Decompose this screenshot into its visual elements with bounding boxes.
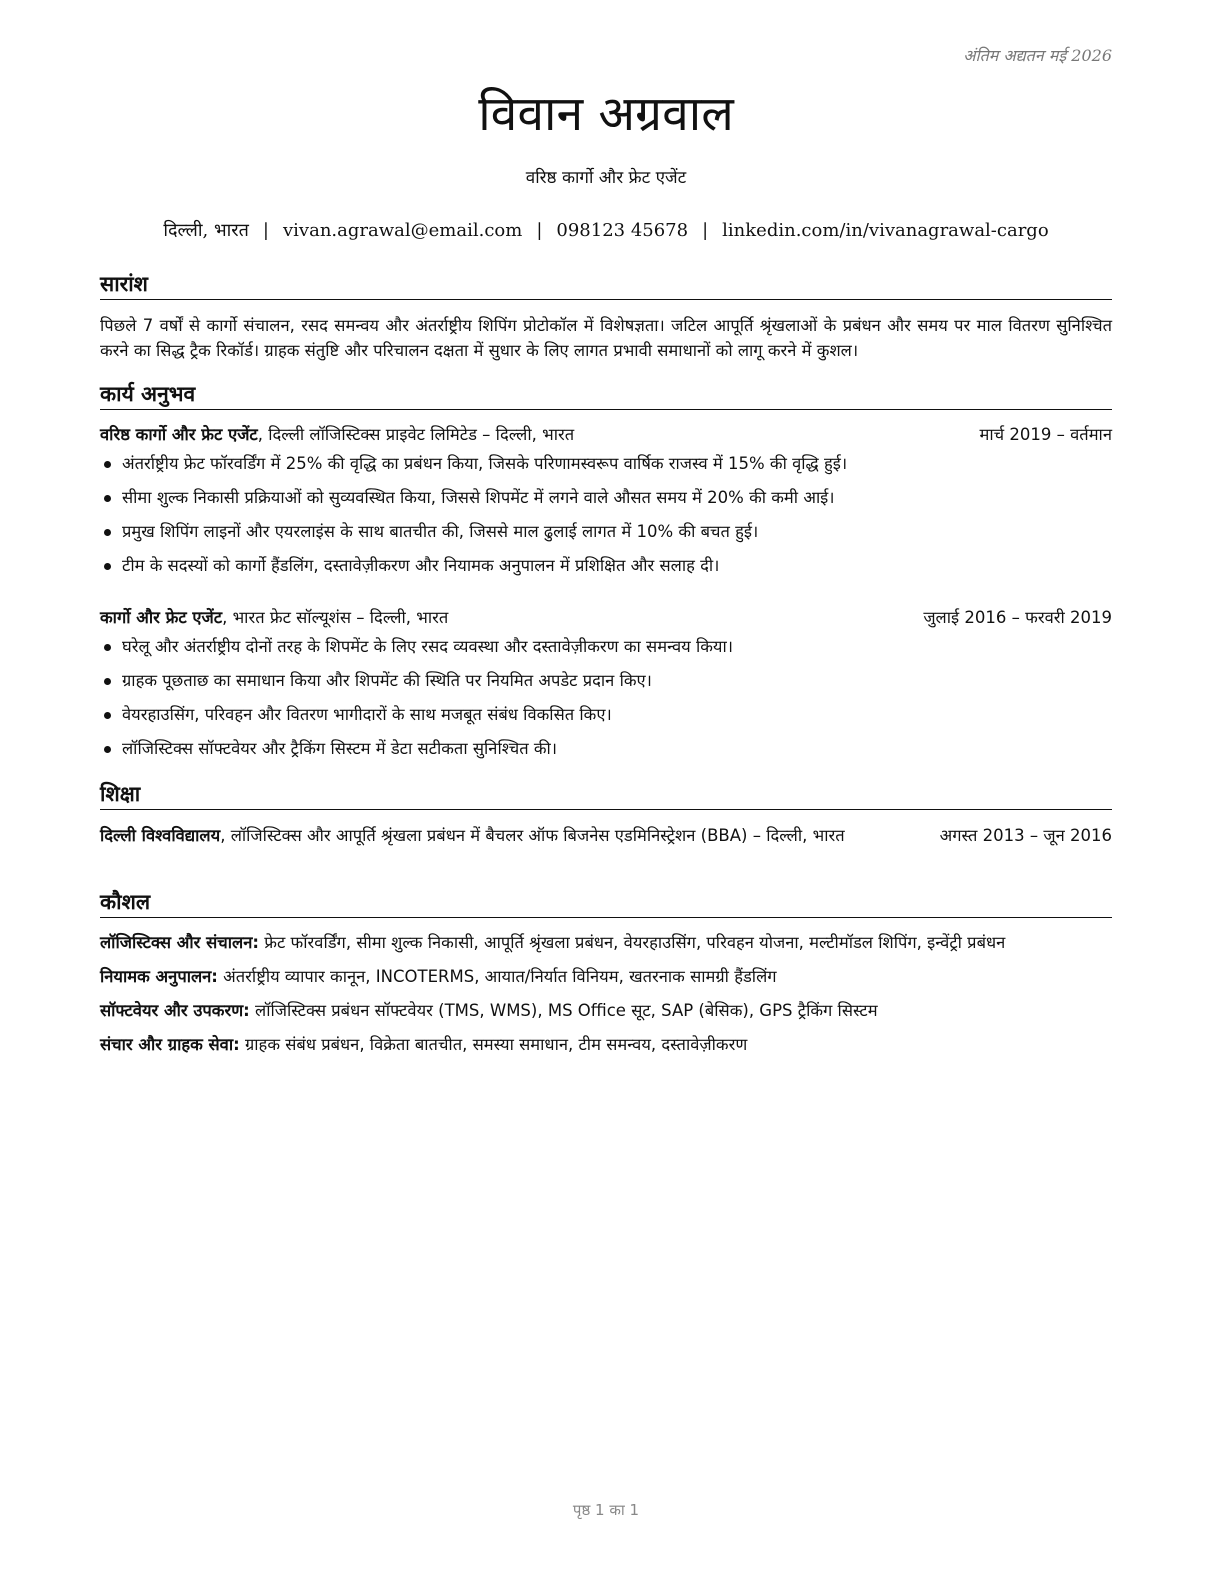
contact-location: दिल्ली, भारत	[163, 220, 249, 241]
contact-separator: |	[536, 220, 543, 241]
job-header	[100, 605, 1112, 631]
education-details: , लॉजिस्टिक्स और आपूर्ति श्रृंखला प्रबंधन में बैचलर ऑफ बिजनेस एडमिनिस्ट्रेशन (BBA) – दिल्ली, भारत	[220, 826, 845, 845]
skill-value: ग्राहक संबंध प्रबंधन, विक्रेता बातचीत, समस्या समाधान, टीम समन्वय, दस्तावेज़ीकरण	[239, 1035, 748, 1054]
list-item	[100, 736, 1112, 770]
contact-line	[100, 218, 1112, 244]
job-company: , भारत फ्रेट सॉल्यूशंस – दिल्ली, भारत	[222, 608, 449, 627]
job-bullets	[100, 451, 1112, 587]
bullet-icon	[104, 644, 111, 651]
bullet-text: टीम के सदस्यों को कार्गो हैंडलिंग, दस्तावेज़ीकरण और नियामक अनुपालन में प्रशिक्षित और सलाह दी।	[122, 556, 720, 575]
education-institution: दिल्ली विश्वविद्यालय	[100, 826, 221, 845]
bullet-text: प्रमुख शिपिंग लाइनों और एयरलाइंस के साथ बातचीत की, जिससे माल ढुलाई लागत में 10% की बचत हुई।	[122, 522, 759, 541]
skill-row	[100, 964, 1112, 998]
bullet-icon	[104, 563, 111, 570]
section-title-skills: कौशल	[100, 888, 1112, 918]
skill-value: अंतर्राष्ट्रीय व्यापार कानून, INCOTERMS, आयात/निर्यात विनियम, खतरनाक सामग्री हैंडलिंग	[217, 967, 777, 986]
job-dates: जुलाई 2016 – फरवरी 2019	[923, 608, 1112, 627]
skill-label: लॉजिस्टिक्स और संचालन:	[100, 933, 259, 952]
bullet-icon	[104, 678, 111, 685]
job-title-line	[100, 605, 448, 631]
education-dates: अगस्त 2013 – जून 2016	[939, 826, 1112, 845]
skill-row	[100, 998, 1112, 1032]
last-updated: अंतिम अद्यतन मई 2026	[963, 46, 1112, 65]
list-item	[100, 702, 1112, 736]
bullet-icon	[104, 712, 111, 719]
contact-phone[interactable]: 098123 45678	[556, 220, 689, 241]
list-item	[100, 485, 1112, 519]
job-company: , दिल्ली लॉजिस्टिक्स प्राइवेट लिमिटेड – दिल्ली, भारत	[257, 425, 575, 444]
contact-separator: |	[262, 220, 269, 241]
bullet-text: सीमा शुल्क निकासी प्रक्रियाओं को सुव्यवस्थित किया, जिससे शिपमेंट में लगने वाले औसत समय में 20% की कमी आई।	[122, 488, 835, 507]
bullet-icon	[104, 495, 111, 502]
summary-text: पिछले 7 वर्षों से कार्गो संचालन, रसद समन्वय और अंतर्राष्ट्रीय शिपिंग प्रोटोकॉल में विशेषज्ञता। जटिल आपूर्ति श्रृंखलाओं के प्रबंधन और समय पर माल वितरण सुनिश्चित करने का सिद्ध ट्रैक रिकॉर्ड। ग्राहक संतुष्टि और परिचालन दक्षता में सुधार के लिए लागत प्रभावी समाधानों को लागू करने में कुशल।	[100, 316, 1112, 360]
list-item	[100, 451, 1112, 485]
bullet-text: वेयरहाउसिंग, परिवहन और वितरण भागीदारों के साथ मजबूत संबंध विकसित किए।	[122, 705, 612, 724]
bullet-text: घरेलू और अंतर्राष्ट्रीय दोनों तरह के शिपमेंट के लिए रसद व्यवस्था और दस्तावेज़ीकरण का समन्वय किया।	[122, 637, 734, 656]
candidate-headline: वरिष्ठ कार्गो और फ्रेट एजेंट	[525, 168, 687, 188]
section-title-experience: कार्य अनुभव	[100, 380, 1112, 410]
candidate-name: विवान अग्रवाल	[478, 86, 734, 142]
skill-label: सॉफ्टवेयर और उपकरण:	[100, 1001, 250, 1020]
job-header	[100, 422, 1112, 448]
resume-page	[100, 0, 1112, 1584]
job-dates: मार्च 2019 – वर्तमान	[979, 425, 1112, 444]
skill-value: लॉजिस्टिक्स प्रबंधन सॉफ्टवेयर (TMS, WMS), MS Office सूट, SAP (बेसिक), GPS ट्रैकिंग सिस्टम	[249, 1001, 878, 1020]
list-item	[100, 519, 1112, 553]
section-title-education: शिक्षा	[100, 780, 1112, 810]
skill-row	[100, 1032, 1112, 1066]
bullet-text: लॉजिस्टिक्स सॉफ्टवेयर और ट्रैकिंग सिस्टम में डेटा सटीकता सुनिश्चित की।	[122, 739, 558, 758]
page-number: पृष्ठ 1 का 1	[572, 1501, 640, 1519]
bullet-icon	[104, 461, 111, 468]
skill-label: संचार और ग्राहक सेवा:	[100, 1035, 240, 1054]
contact-separator: |	[702, 220, 709, 241]
bullet-icon	[104, 746, 111, 753]
skill-label: नियामक अनुपालन:	[100, 967, 218, 986]
contact-linkedin[interactable]: linkedin.com/in/vivanagrawal-cargo	[722, 220, 1049, 241]
list-item	[100, 668, 1112, 702]
contact-email[interactable]: vivan.agrawal@email.com	[283, 220, 523, 241]
education-text	[100, 823, 890, 848]
bullet-text: ग्राहक पूछताछ का समाधान किया और शिपमेंट की स्थिति पर नियमित अपडेट प्रदान किए।	[122, 671, 652, 690]
education-entry	[100, 823, 1112, 848]
bullet-text: अंतर्राष्ट्रीय फ्रेट फॉरवर्डिंग में 25% की वृद्धि का प्रबंधन किया, जिसके परिणामस्वरूप वार्षिक राजस्व में 15% की वृद्धि हुई।	[122, 454, 848, 473]
skills-list	[100, 930, 1112, 1066]
skill-row	[100, 930, 1112, 964]
job-role: कार्गो और फ्रेट एजेंट	[100, 608, 223, 627]
job-title-line	[100, 422, 574, 448]
list-item	[100, 553, 1112, 587]
skill-value: फ्रेट फॉरवर्डिंग, सीमा शुल्क निकासी, आपूर्ति श्रृंखला प्रबंधन, वेयरहाउसिंग, परिवहन योजना, मल्टीमॉडल शिपिंग, इन्वेंट्री प्रबंधन	[259, 933, 1006, 952]
section-title-summary: सारांश	[100, 270, 1112, 300]
job-bullets	[100, 634, 1112, 770]
bullet-icon	[104, 529, 111, 536]
list-item	[100, 634, 1112, 668]
job-role: वरिष्ठ कार्गो और फ्रेट एजेंट	[100, 425, 258, 444]
